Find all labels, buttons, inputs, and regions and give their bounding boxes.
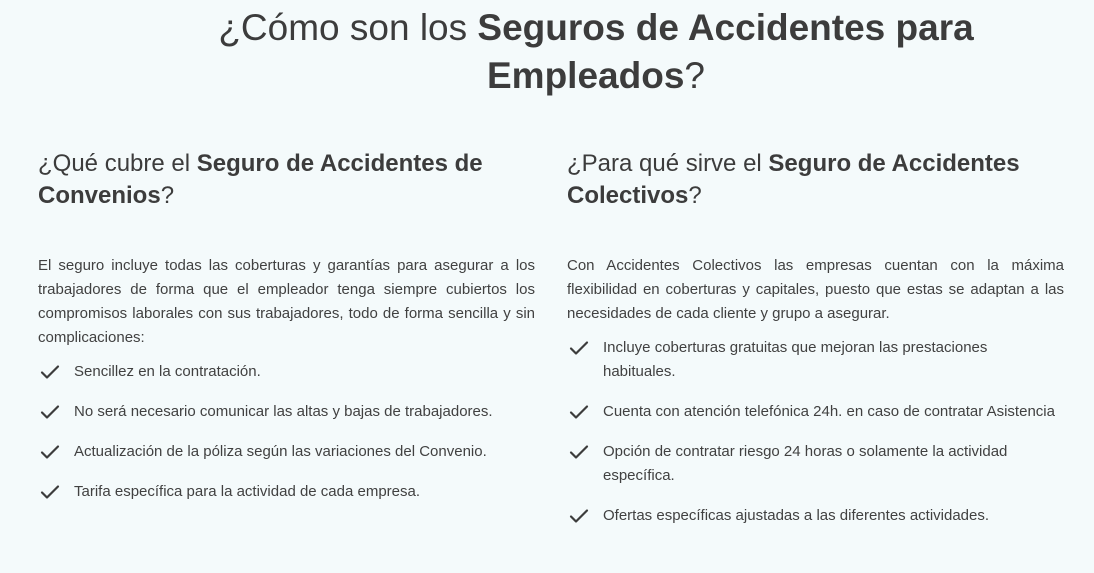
colectivos-heading-bold: Seguro de Accidentes Colectivos: [567, 150, 1020, 209]
page-title-suffix: ?: [684, 55, 705, 96]
list-item: [38, 480, 535, 504]
colectivos-heading: [567, 148, 1064, 212]
colectivos-heading-prefix: ¿Para qué sirve el: [567, 150, 769, 177]
colectivos-heading-suffix: ?: [688, 182, 702, 209]
list-item: [38, 400, 535, 424]
list-item: [38, 360, 535, 384]
convenios-intro: El seguro incluye todas las coberturas y garantías para asegurar a los trabajadores de forma que el empleador tenga siempre cubiertos los compromisos laborales con sus trabajadores, todo de forma sencilla y sin complicaciones:: [38, 257, 535, 346]
convenios-heading-bold: Seguro de Accidentes de Convenios: [38, 150, 483, 209]
colectivos-intro: Con Accidentes Colectivos las empresas cuentan con la máxima flexibilidad en coberturas y capitales, puesto que estas se adaptan a las necesidades de cada cliente y grupo a asegurar.: [567, 257, 1064, 322]
page-title-prefix: ¿Cómo son los: [218, 7, 478, 48]
list-item-text: Incluye coberturas gratuitas que mejoran las prestaciones habituales.: [603, 339, 988, 380]
convenios-benefits-list: [38, 360, 535, 504]
list-item: [567, 504, 1064, 528]
check-icon: [40, 444, 60, 460]
check-icon: [569, 444, 589, 460]
list-item: [567, 400, 1064, 424]
check-icon: [40, 364, 60, 380]
list-item-text: Sencillez en la contratación.: [74, 363, 261, 380]
list-item-text: Cuenta con atención telefónica 24h. en caso de contratar Asistencia: [603, 403, 1055, 420]
list-item-text: Opción de contratar riesgo 24 horas o solamente la actividad específica.: [603, 443, 1008, 484]
list-item-text: Tarifa específica para la actividad de cada empresa.: [74, 483, 421, 500]
convenios-heading-prefix: ¿Qué cubre el: [38, 150, 197, 177]
check-icon: [569, 404, 589, 420]
list-item: [567, 336, 1064, 384]
convenios-heading-suffix: ?: [160, 182, 175, 209]
check-icon: [40, 404, 60, 420]
convenios-heading: [38, 148, 535, 212]
colectivos-benefits-list: [567, 336, 1064, 528]
check-icon: [569, 340, 589, 356]
check-icon: [40, 484, 60, 500]
list-item-text: Ofertas específicas ajustadas a las diferentes actividades.: [603, 507, 990, 524]
page-title: [120, 4, 1072, 100]
list-item-text: No será necesario comunicar las altas y bajas de trabajadores.: [74, 403, 493, 420]
list-item: [567, 440, 1064, 488]
list-item: [38, 440, 535, 464]
convenios-section: [38, 148, 535, 520]
colectivos-section: [567, 148, 1064, 544]
page-title-bold: Seguros de Accidentes para Empleados: [477, 7, 974, 96]
check-icon: [569, 508, 589, 524]
list-item-text: Actualización de la póliza según las variaciones del Convenio.: [74, 443, 487, 460]
